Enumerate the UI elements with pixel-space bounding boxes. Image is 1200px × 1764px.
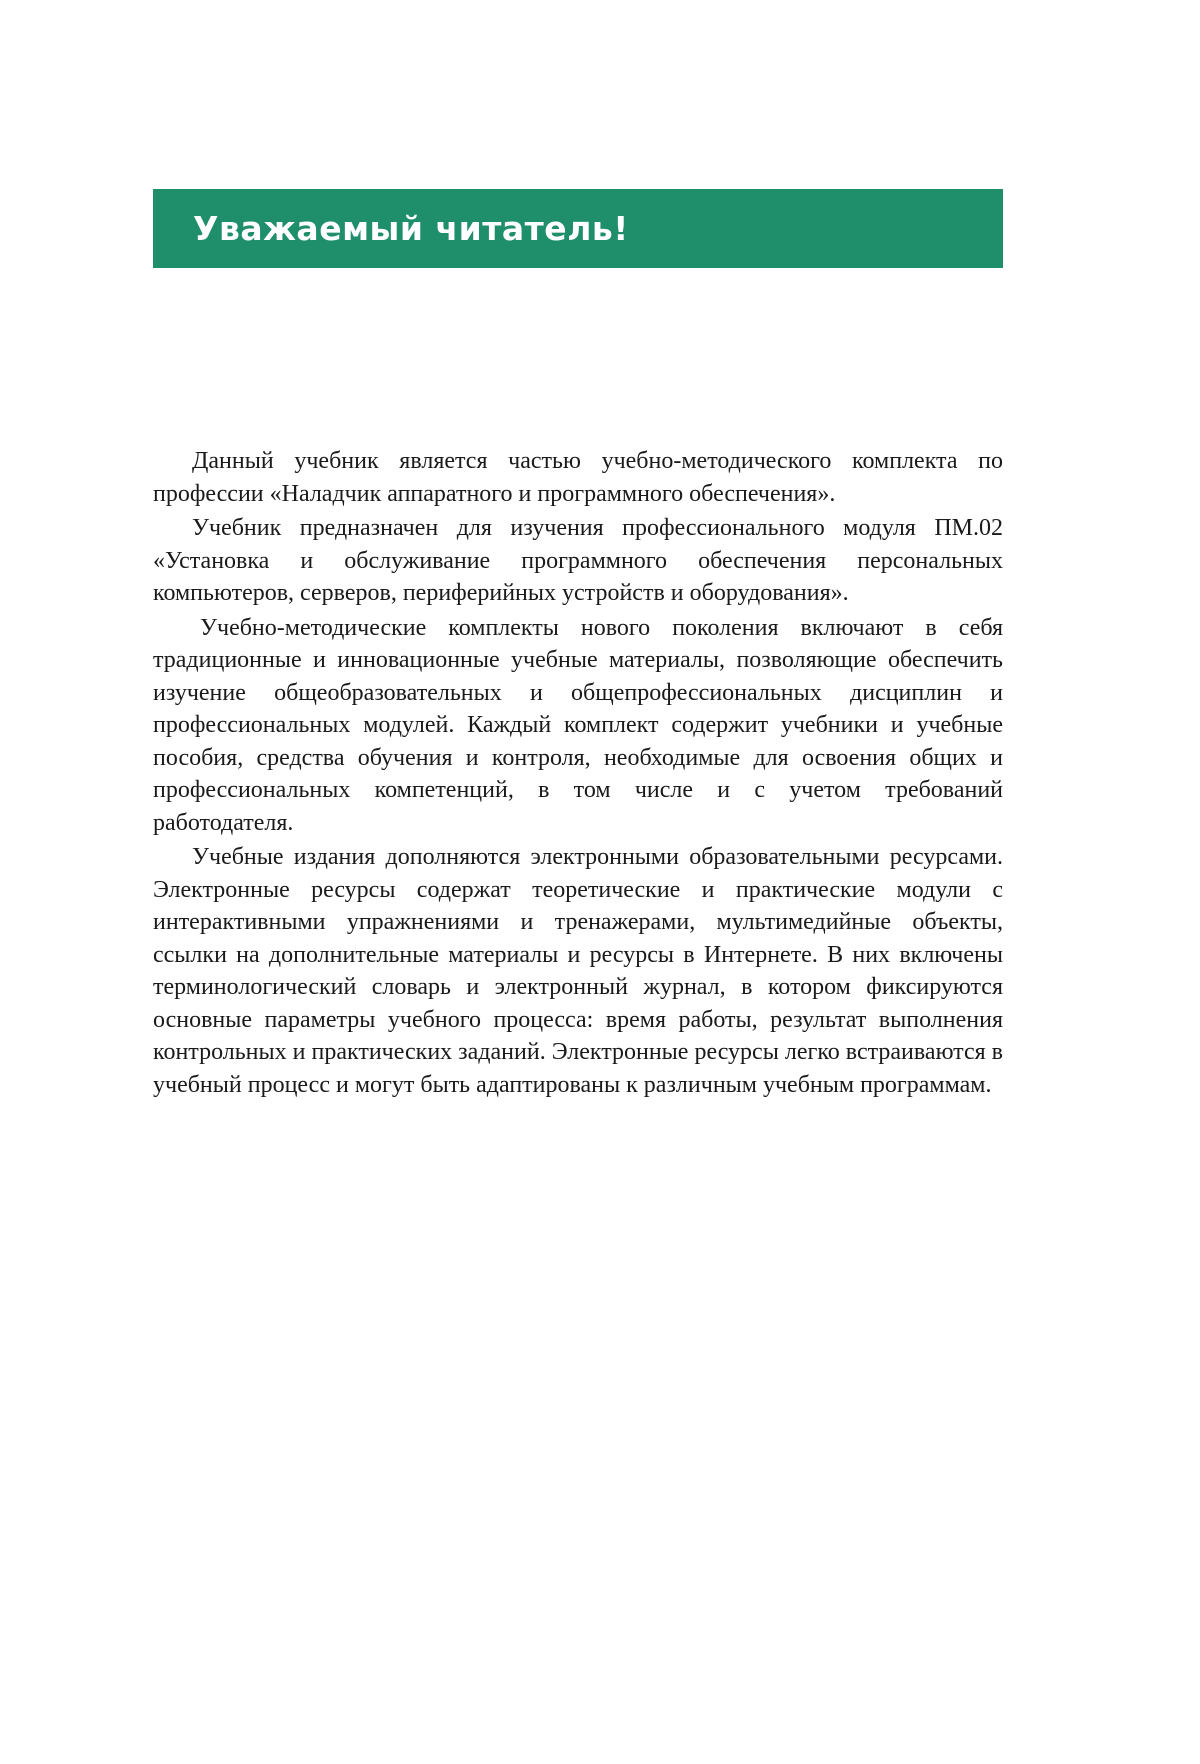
paragraph-kits: Учебно-методические комплекты нового поколения включают в себя традиционные и инновационные учебные материалы, позволяющие обеспечить изучение общеобразовательных и общепрофессиональных дисциплин и профессиональных модулей. Каждый комплект содержит учебники и учебные пособия, средства обучения и контроля, необходимые для освоения общих и профессиональных компетенций, в том числе и с учетом требований работодателя.	[153, 614, 1003, 836]
page-title: Уважаемый читатель!	[193, 209, 629, 248]
body-text	[153, 445, 1003, 1103]
paragraph-electronic-resources: Учебные издания дополняются электронными образовательными ресурсами. Электронные ресурсы содержат теоретические и практические модули с интерактивными упражнениями и тренажерами, мультимедийные объекты, ссылки на дополнительные материалы и ресурсы в Интернете. В них включены терминологический словарь и электронный журнал, в котором фиксируются основные параметры учебного процесса: время работы, результат выполнения контрольных и практических заданий. Электронные ресурсы легко встраиваются в учебный процесс и могут быть адаптированы к различным учебным программам.	[153, 844, 1003, 1098]
heading-banner	[153, 189, 1003, 268]
paragraph-intro: Данный учебник является частью учебно-методического комплекта по профессии «Наладчик аппаратного и программного обеспечения».	[153, 448, 1003, 507]
paragraph-module: Учебник предназначен для изучения профессионального модуля ПМ.02 «Установка и обслуживание программного обеспечения персональных компьютеров, серверов, периферийных устройств и оборудования».	[153, 515, 1003, 606]
